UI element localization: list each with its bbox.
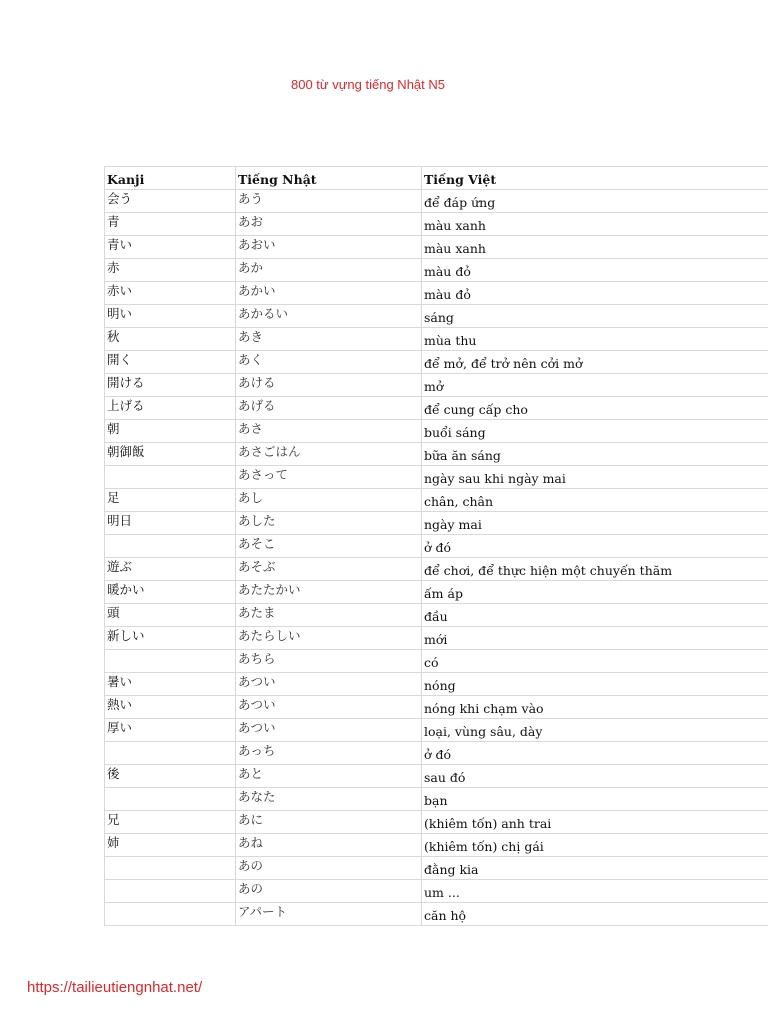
japanese-cell: あつい bbox=[236, 696, 422, 719]
kanji-cell bbox=[105, 466, 236, 489]
table-row bbox=[105, 190, 768, 213]
vietnamese-cell: màu đỏ bbox=[422, 259, 768, 282]
table-row bbox=[105, 259, 768, 282]
vietnamese-cell: màu xanh bbox=[422, 213, 768, 236]
kanji-cell bbox=[105, 650, 236, 673]
japanese-cell: あたま bbox=[236, 604, 422, 627]
japanese-cell: あと bbox=[236, 765, 422, 788]
vietnamese-cell: ở đó bbox=[422, 742, 768, 765]
japanese-cell: あっち bbox=[236, 742, 422, 765]
japanese-cell: あかい bbox=[236, 282, 422, 305]
japanese-cell: あける bbox=[236, 374, 422, 397]
kanji-cell: 明日 bbox=[105, 512, 236, 535]
header-japanese: Tiếng Nhật bbox=[236, 167, 422, 190]
vietnamese-cell: bạn bbox=[422, 788, 768, 811]
table-row bbox=[105, 213, 768, 236]
table-row bbox=[105, 328, 768, 351]
kanji-cell: 開ける bbox=[105, 374, 236, 397]
japanese-cell: あかるい bbox=[236, 305, 422, 328]
japanese-cell: あく bbox=[236, 351, 422, 374]
vietnamese-cell: ngày sau khi ngày mai bbox=[422, 466, 768, 489]
japanese-cell: あの bbox=[236, 857, 422, 880]
kanji-cell: 後 bbox=[105, 765, 236, 788]
table-header-row bbox=[105, 167, 768, 190]
kanji-cell: 頭 bbox=[105, 604, 236, 627]
kanji-cell: 明い bbox=[105, 305, 236, 328]
kanji-cell: 青い bbox=[105, 236, 236, 259]
vietnamese-cell: để cung cấp cho bbox=[422, 397, 768, 420]
vietnamese-cell: ấm áp bbox=[422, 581, 768, 604]
japanese-cell: あね bbox=[236, 834, 422, 857]
vietnamese-cell: để đáp ứng bbox=[422, 190, 768, 213]
japanese-cell: あたたかい bbox=[236, 581, 422, 604]
table-row bbox=[105, 374, 768, 397]
kanji-cell: 赤 bbox=[105, 259, 236, 282]
vietnamese-cell: um ... bbox=[422, 880, 768, 903]
table-row bbox=[105, 558, 768, 581]
vocabulary-table bbox=[104, 166, 768, 926]
table-row bbox=[105, 650, 768, 673]
table-row bbox=[105, 857, 768, 880]
kanji-cell: 上げる bbox=[105, 397, 236, 420]
vietnamese-cell: căn hộ bbox=[422, 903, 768, 926]
japanese-cell: あさ bbox=[236, 420, 422, 443]
table-row bbox=[105, 420, 768, 443]
kanji-cell: 開く bbox=[105, 351, 236, 374]
vietnamese-cell: để chơi, để thực hiện một chuyến thăm bbox=[422, 558, 768, 581]
japanese-cell: あつい bbox=[236, 719, 422, 742]
japanese-cell: アパート bbox=[236, 903, 422, 926]
website-link[interactable]: https://tailieutiengnhat.net/ bbox=[27, 979, 203, 996]
vietnamese-cell: mở bbox=[422, 374, 768, 397]
vietnamese-cell: sáng bbox=[422, 305, 768, 328]
table-row bbox=[105, 282, 768, 305]
kanji-cell: 赤い bbox=[105, 282, 236, 305]
vietnamese-cell: màu xanh bbox=[422, 236, 768, 259]
japanese-cell: あさごはん bbox=[236, 443, 422, 466]
table-row bbox=[105, 811, 768, 834]
table-row bbox=[105, 604, 768, 627]
table-row bbox=[105, 581, 768, 604]
japanese-cell: あたらしい bbox=[236, 627, 422, 650]
vietnamese-cell: (khiêm tốn) anh trai bbox=[422, 811, 768, 834]
japanese-cell: あそぶ bbox=[236, 558, 422, 581]
vietnamese-cell: sau đó bbox=[422, 765, 768, 788]
table-row bbox=[105, 765, 768, 788]
kanji-cell: 青 bbox=[105, 213, 236, 236]
vietnamese-cell: chân, chân bbox=[422, 489, 768, 512]
japanese-cell: あさって bbox=[236, 466, 422, 489]
table-body bbox=[105, 190, 768, 926]
vietnamese-cell: đằng kia bbox=[422, 857, 768, 880]
japanese-cell: あし bbox=[236, 489, 422, 512]
kanji-cell: 朝 bbox=[105, 420, 236, 443]
japanese-cell: あおい bbox=[236, 236, 422, 259]
kanji-cell bbox=[105, 535, 236, 558]
kanji-cell: 暑い bbox=[105, 673, 236, 696]
japanese-cell: あそこ bbox=[236, 535, 422, 558]
kanji-cell bbox=[105, 788, 236, 811]
vietnamese-cell: bữa ăn sáng bbox=[422, 443, 768, 466]
vietnamese-cell: ở đó bbox=[422, 535, 768, 558]
japanese-cell: あに bbox=[236, 811, 422, 834]
table-row bbox=[105, 466, 768, 489]
kanji-cell bbox=[105, 903, 236, 926]
vietnamese-cell: màu đỏ bbox=[422, 282, 768, 305]
table-row bbox=[105, 880, 768, 903]
table-row bbox=[105, 673, 768, 696]
japanese-cell: あした bbox=[236, 512, 422, 535]
kanji-cell: 会う bbox=[105, 190, 236, 213]
table-row bbox=[105, 742, 768, 765]
header-vietnamese: Tiếng Việt bbox=[422, 167, 768, 190]
vietnamese-cell: mùa thu bbox=[422, 328, 768, 351]
kanji-cell: 熱い bbox=[105, 696, 236, 719]
japanese-cell: あちら bbox=[236, 650, 422, 673]
japanese-cell: あか bbox=[236, 259, 422, 282]
kanji-cell bbox=[105, 742, 236, 765]
table-row bbox=[105, 719, 768, 742]
japanese-cell: あつい bbox=[236, 673, 422, 696]
table-row bbox=[105, 397, 768, 420]
table-row bbox=[105, 627, 768, 650]
table-row bbox=[105, 903, 768, 926]
vietnamese-cell: nóng bbox=[422, 673, 768, 696]
japanese-cell: あの bbox=[236, 880, 422, 903]
table-row bbox=[105, 834, 768, 857]
vietnamese-cell: loại, vùng sâu, dày bbox=[422, 719, 768, 742]
vietnamese-cell: có bbox=[422, 650, 768, 673]
table-row bbox=[105, 351, 768, 374]
kanji-cell: 暖かい bbox=[105, 581, 236, 604]
table-row bbox=[105, 305, 768, 328]
vietnamese-cell: (khiêm tốn) chị gái bbox=[422, 834, 768, 857]
table-row bbox=[105, 535, 768, 558]
japanese-cell: あげる bbox=[236, 397, 422, 420]
vietnamese-cell: mới bbox=[422, 627, 768, 650]
kanji-cell: 姉 bbox=[105, 834, 236, 857]
kanji-cell: 厚い bbox=[105, 719, 236, 742]
kanji-cell: 朝御飯 bbox=[105, 443, 236, 466]
kanji-cell bbox=[105, 857, 236, 880]
japanese-cell: あき bbox=[236, 328, 422, 351]
japanese-cell: あなた bbox=[236, 788, 422, 811]
table-row bbox=[105, 489, 768, 512]
document-title: 800 từ vựng tiếng Nhật N5 bbox=[291, 77, 445, 92]
vietnamese-cell: buổi sáng bbox=[422, 420, 768, 443]
table-row bbox=[105, 696, 768, 719]
kanji-cell: 新しい bbox=[105, 627, 236, 650]
kanji-cell: 秋 bbox=[105, 328, 236, 351]
table-row bbox=[105, 443, 768, 466]
kanji-cell: 遊ぶ bbox=[105, 558, 236, 581]
vietnamese-cell: nóng khi chạm vào bbox=[422, 696, 768, 719]
japanese-cell: あお bbox=[236, 213, 422, 236]
vietnamese-cell: để mở, để trở nên cởi mở bbox=[422, 351, 768, 374]
header-kanji: Kanji bbox=[105, 167, 236, 190]
vietnamese-cell: ngày mai bbox=[422, 512, 768, 535]
table-row bbox=[105, 512, 768, 535]
table-row bbox=[105, 236, 768, 259]
kanji-cell: 足 bbox=[105, 489, 236, 512]
table-row bbox=[105, 788, 768, 811]
japanese-cell: あう bbox=[236, 190, 422, 213]
vietnamese-cell: đầu bbox=[422, 604, 768, 627]
kanji-cell bbox=[105, 880, 236, 903]
kanji-cell: 兄 bbox=[105, 811, 236, 834]
